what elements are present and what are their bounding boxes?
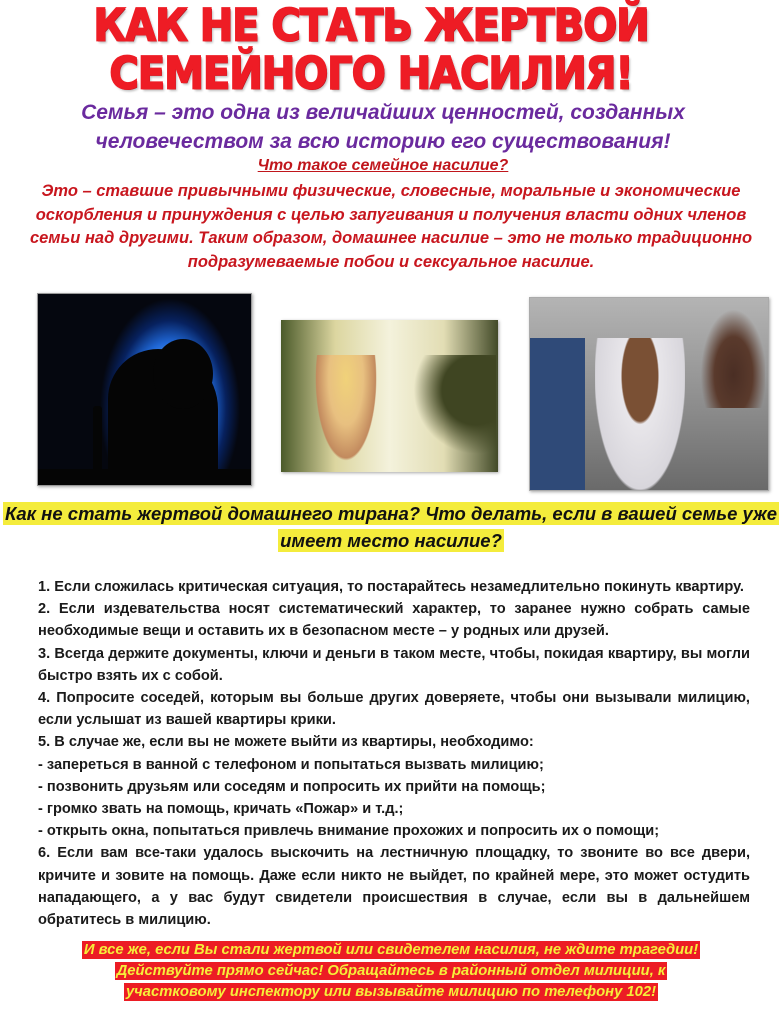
silhouette-head [153,339,213,409]
advice-item-3: 3. Всегда держите документы, ключи и деньги в таком месте, чтобы, покидая квартиру, вы могли быстро взять их с собой. [38,645,750,684]
alert-line1: И все же, если Вы стали жертвой или свидетелем насилия, не ждите трагедии! [83,942,699,958]
child-figure [311,355,381,472]
photo-frightened-girl [529,297,769,491]
fist-icon [695,298,765,408]
subtitle-line1: Семья – это одна из величайших ценностей, созданных [81,101,685,124]
call-to-action [0,940,782,1003]
advice-item-4: 4. Попросите соседей, которым вы больше других доверяете, чтобы они вызывали милицию, если услышат из вашей квартиры крики. [38,690,750,729]
subtitle-line2: человечеством за всю историю его существования! [95,130,671,153]
jeans-leg [530,338,585,490]
table-edge [38,469,251,485]
advice-item-6: 6. Если вам все-таки удалось выскочить на лестничную площадку, то звоните во все двери, кричите и зовите на помощь. Даже если никто не выйдет, по крайней мере, это может остудить нападающего, а у вас будут свидетели происшествия в случае, если вы в дальнейшем обратитесь в милицию. [38,845,750,929]
advice-item-5: 5. В случае же, если вы не можете выйти из квартиры, необходимо: [38,734,534,751]
advice-subitem-1: - запереться в ванной с телефоном и попытаться вызвать милицию; [38,756,544,773]
photo-child-shadow [281,320,498,472]
alert-line2: Действуйте прямо сейчас! Обращайтесь в районный отдел милиции, к [116,963,666,979]
advice-item-2: 2. Если издевательства носят систематический характер, то заранее нужно собрать самые необходимые вещи и оставить их в безопасном месте – у родных или друзей. [38,601,750,640]
definition-question: Что такое семейное насилие? [257,157,509,174]
girl-figure [595,338,685,490]
advice-item-1: 1. Если сложилась критическая ситуация, то постарайтесь незамедлительно покинуть квартиру. [38,579,744,595]
highlight-question [0,500,782,554]
highlight-question-text: Как не стать жертвой домашнего тирана? Что делать, если в вашей семье уже имеет место насилие? [5,503,777,551]
photo-silhouette-woman [37,293,252,486]
shadow-hand [396,355,496,472]
alert-line3: участковому инспектору или вызывайте милицию по телефону 102! [125,984,657,1000]
advice-subitem-2: - позвонить друзьям или соседям и попросить их прийти на помощь; [38,778,546,795]
advice-subitem-4: - открыть окна, попытаться привлечь внимание прохожих и попросить их о помощи; [38,823,660,840]
definition-text: Это – ставшие привычными физические, словесные, моральные и экономические оскорбления и принуждения с целью запугивания и получения власти одних членов семьи над другими. Таким образом, домашнее насилие – это не только традиционно подразумеваемые побои и сексуальное насилие. [29,182,753,271]
poster-title-line2: СЕМЕЙНОГО НАСИЛИЯ! [109,48,633,100]
advice-list [38,576,750,931]
poster-title-line1: КАК НЕ СТАТЬ ЖЕРТВОЙ [93,0,649,52]
advice-subitem-3: - громко звать на помощь, кричать «Пожар» и т.д.; [38,801,404,818]
